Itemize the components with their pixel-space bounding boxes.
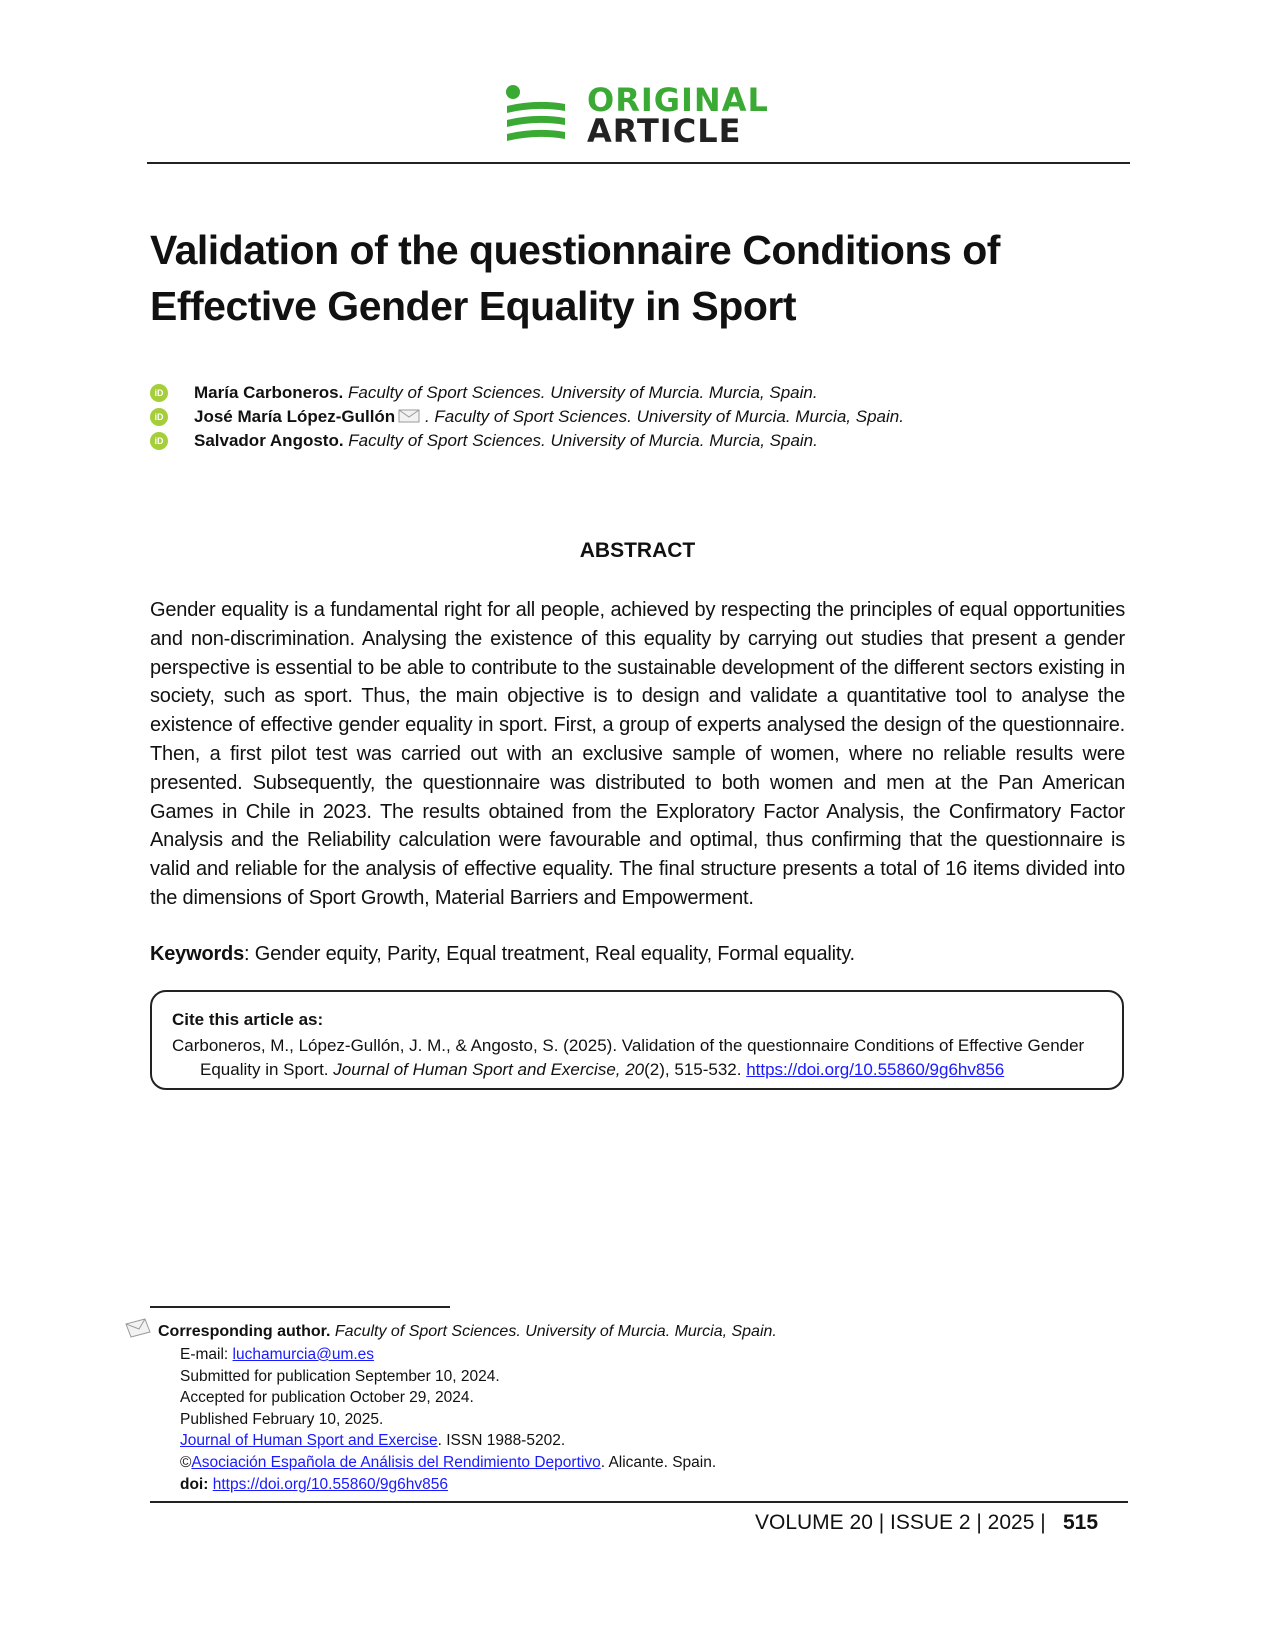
- orcid-icon[interactable]: iD: [150, 432, 168, 450]
- association-link[interactable]: Asociación Española de Análisis del Rendimiento Deportivo: [191, 1453, 601, 1471]
- footer-divider: [150, 1501, 1128, 1503]
- email-label: E-mail:: [180, 1346, 233, 1363]
- author-name: Salvador Angosto.: [194, 431, 344, 450]
- orcid-icon[interactable]: iD: [150, 384, 168, 402]
- copyright-symbol: ©: [180, 1453, 192, 1471]
- email-line: [180, 1344, 716, 1366]
- email-link[interactable]: luchamurcia@um.es: [232, 1346, 375, 1363]
- author-affiliation: Faculty of Sport Sciences. University of Murcia. Murcia, Spain.: [348, 383, 818, 402]
- corresponding-author-label: Corresponding author.: [158, 1323, 331, 1340]
- author-affiliation: Faculty of Sport Sciences. University of Murcia. Murcia, Spain.: [348, 431, 818, 450]
- original-article-badge: [505, 81, 769, 150]
- location-text: . Alicante. Spain.: [600, 1453, 717, 1471]
- badge-line-article: ARTICLE: [587, 112, 742, 150]
- citation-journal: Journal of Human Sport and Exercise, 20: [333, 1060, 645, 1079]
- author-name: María Carboneros.: [194, 383, 344, 402]
- copyright-line: [180, 1452, 716, 1474]
- accepted-date: Accepted for publication October 29, 2024.: [180, 1389, 474, 1407]
- badge-line-original: ORIGINAL: [587, 81, 769, 119]
- citation-reference: Carboneros, M., López-Gullón, J. M., & Angosto, S. (2025). Validation of the questionnaire Conditions of Effective Gender Equality in Sport.: [172, 1036, 1085, 1079]
- envelope-icon: [398, 409, 420, 423]
- orcid-icon[interactable]: iD: [150, 408, 168, 426]
- author-line: [194, 381, 818, 405]
- corresponding-author: [158, 1322, 777, 1342]
- abstract-text: Gender equality is a fundamental right for all people, achieved by respecting the principles of equal opportunities and non-discrimination. Analysing the existence of this equality by carrying out studies that present a gender perspective is essential to be able to contribute to the sustainable development of the different sectors existing in society, such as sport. Thus, the main objective is to design and validate a quantitative tool to analyse the existence of effective gender equality in sport. First, a group of experts analysed the design of the questionnaire. Then, a first pilot test was carried out with an exclusive sample of women, where no reliable results were presented. Subsequently, the questionnaire was distributed to both women and men at the Pan American Games in Chile in 2023. The results obtained from the Exploratory Factor Analysis, the Confirmatory Factor Analysis and the Reliability calculation were favourable and optimal, thus confirming that the questionnaire is valid and reliable for the analysis of effective equality. The final structure presents a total of 16 items divided into the dimensions of Sport Growth, Material Barriers and Empowerment.: [150, 599, 1125, 909]
- author-affiliation: . Faculty of Sport Sciences. University of Murcia. Murcia, Spain.: [424, 407, 904, 426]
- issn-text: . ISSN 1988-5202.: [437, 1432, 566, 1450]
- author-line: [194, 429, 818, 453]
- doi-line: [180, 1474, 716, 1496]
- page-number: 515: [1063, 1511, 1099, 1534]
- doi-label: doi:: [180, 1475, 209, 1493]
- envelope-icon: [125, 1318, 151, 1338]
- keywords-line: [150, 940, 1125, 968]
- footnote-doi-link[interactable]: https://doi.org/10.55860/9g6hv856: [212, 1475, 448, 1493]
- abstract-heading: ABSTRACT: [579, 539, 696, 562]
- keywords-list: : Gender equity, Parity, Equal treatment, Real equality, Formal equality.: [244, 943, 855, 965]
- footnote-divider: [150, 1306, 450, 1308]
- citation-doi-link[interactable]: https://doi.org/10.55860/9g6hv856: [746, 1060, 1005, 1079]
- citation-heading: Cite this article as:: [172, 1010, 324, 1029]
- submitted-date: Submitted for publication September 10, 2024.: [180, 1367, 500, 1385]
- citation-box: [150, 990, 1124, 1090]
- journal-line: [180, 1430, 716, 1452]
- citation-text: [172, 1034, 1130, 1082]
- journal-link[interactable]: Journal of Human Sport and Exercise: [180, 1432, 438, 1450]
- volume-info: VOLUME 20 | ISSUE 2 | 2025 |: [755, 1511, 1046, 1534]
- citation-issue-pages: (2), 515-532.: [644, 1060, 747, 1079]
- published-date: Published February 10, 2025.: [180, 1410, 384, 1428]
- corresponding-author-affiliation: Faculty of Sport Sciences. University of Murcia. Murcia, Spain.: [334, 1323, 777, 1340]
- stripes-logo-icon: [505, 84, 567, 148]
- badge-text: [587, 81, 769, 150]
- footnote-details: [180, 1344, 716, 1495]
- author-name: José María López-Gullón: [194, 407, 396, 426]
- author-line: [194, 405, 904, 429]
- header-divider: [147, 162, 1130, 164]
- article-title: Validation of the questionnaire Conditions of Effective Gender Equality in Sport: [150, 227, 1000, 329]
- keywords-label: Keywords: [150, 943, 244, 965]
